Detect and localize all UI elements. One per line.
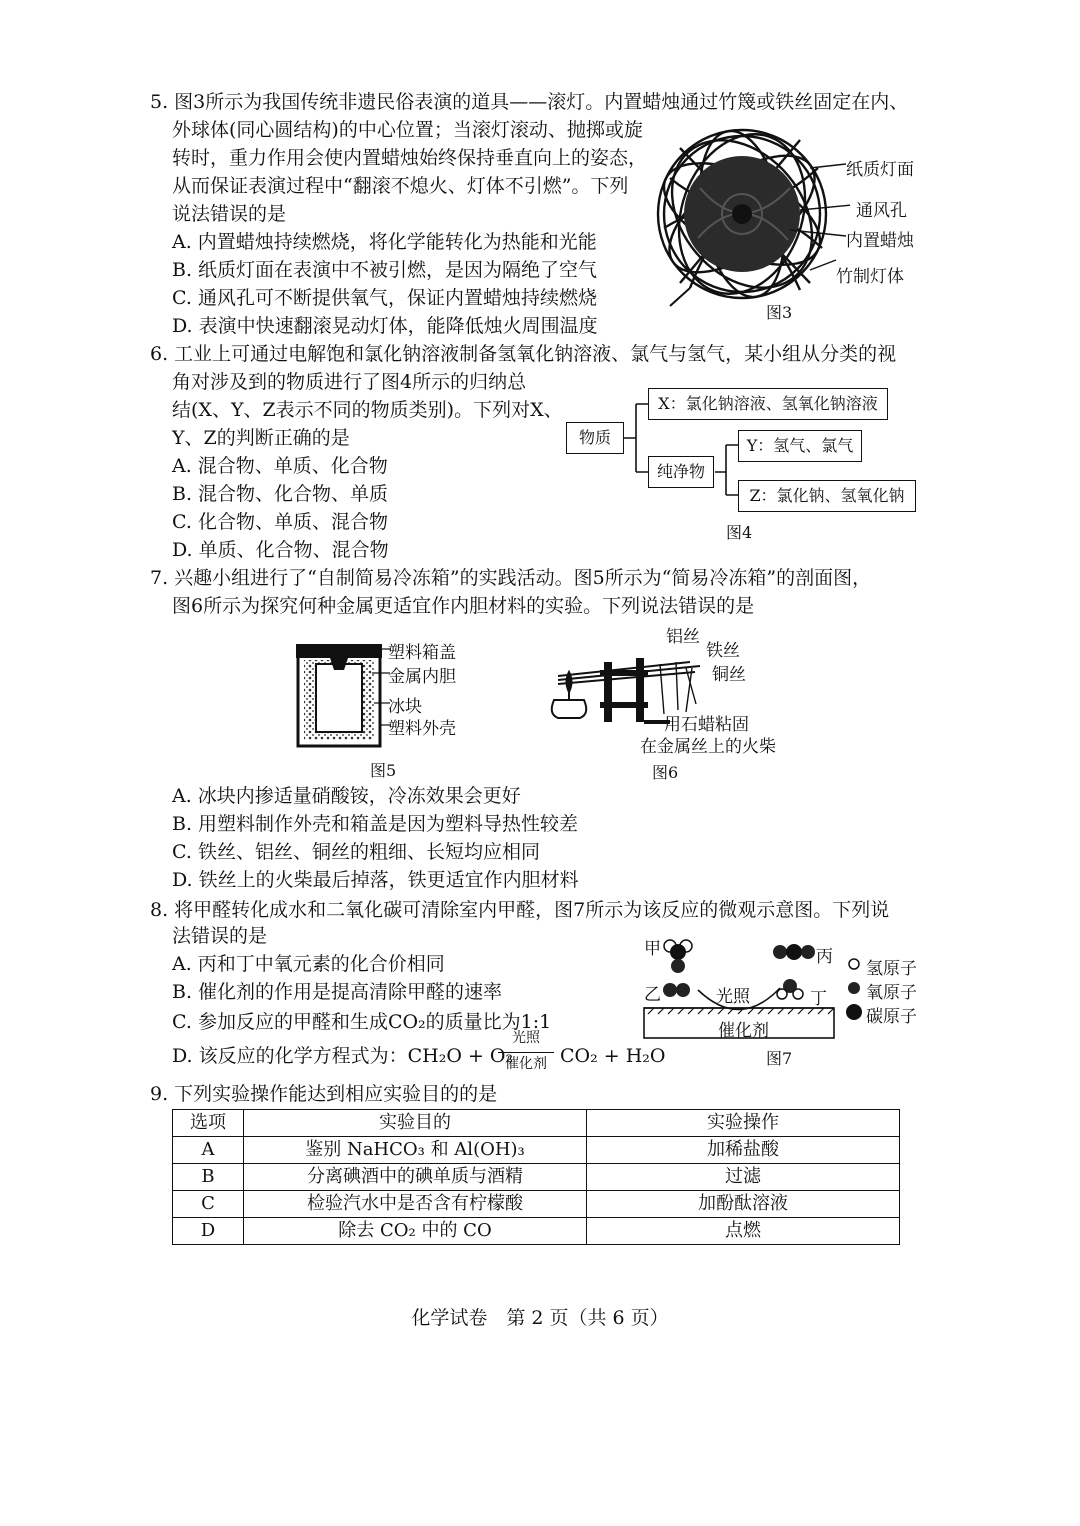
q6-stem-line-2: 角对涉及到的物质进行了图4所示的归纳总 [172, 371, 527, 393]
fig5-label-inner-liner: 金属内胆 [388, 667, 456, 687]
fig4-pure-substance-box: 纯净物 [648, 456, 714, 488]
fig7-label-bing: 丙 [816, 947, 833, 967]
fig6-label-aluminum-wire: 铝丝 [666, 627, 700, 647]
q6-stem-line-4: Y、Z的判断正确的是 [172, 427, 350, 449]
table-row [173, 1164, 900, 1191]
fig4-z-box: Z：氯化钠、氢氧化钠 [738, 480, 916, 512]
fig4-root-box: 物质 [566, 422, 624, 454]
q7-option-c: C. 铁丝、铝丝、铜丝的粗细、长短均应相同 [172, 841, 540, 863]
table-cell: 检验汽水中是否含有柠檬酸 [244, 1191, 587, 1218]
q6-stem-line-1: 6. 工业上可通过电解饱和氯化钠溶液制备氢氧化钠溶液、氯气与氢气，某小组从分类的视 [150, 343, 897, 365]
figure-5-caption: 图5 [370, 761, 397, 780]
q8-option-a: A. 丙和丁中氧元素的化合价相同 [172, 953, 445, 975]
fig5-label-outer-shell: 塑料外壳 [388, 719, 456, 739]
q8-option-d-prefix: D. 该反应的化学方程式为：CH₂O + O₂ [172, 1045, 514, 1067]
fig6-label-copper-wire: 铜丝 [712, 665, 746, 685]
q8-eqn-condition-above: 光照 [512, 1030, 540, 1046]
q5-option-a: A. 内置蜡烛持续燃烧，将化学能转化为热能和光能 [172, 231, 597, 253]
table-cell: D [173, 1218, 244, 1245]
table-header-cell: 选项 [173, 1110, 244, 1137]
q7-stem-line-1: 7. 兴趣小组进行了“自制简易冷冻箱”的实践活动。图5所示为“简易冷冻箱”的剖面图， [150, 567, 872, 589]
fig6-label-wax-fixed: 用石蜡粘固 [664, 715, 749, 735]
table-header-cell: 实验目的 [244, 1110, 587, 1137]
fig5-label-ice: 冰块 [388, 697, 422, 717]
table-cell: A [173, 1137, 244, 1164]
q6-option-c: C. 化合物、单质、混合物 [172, 511, 388, 533]
table-cell: 鉴别 NaHCO₃ 和 Al(OH)₃ [244, 1137, 587, 1164]
q6-option-d: D. 单质、化合物、混合物 [172, 539, 389, 561]
figure-3-leader-lines [780, 150, 850, 280]
q5-option-d: D. 表演中快速翻滚晃动灯体，能降低烛火周围温度 [172, 315, 598, 337]
fig7-label-light: 光照 [716, 987, 750, 1007]
fig4-y-box: Y：氢气、氯气 [738, 430, 862, 462]
q9-stem: 9. 下列实验操作能达到相应实验目的的是 [150, 1083, 498, 1105]
q5-stem-line-4: 从而保证表演过程中“翻滚不熄火、灯体不引燃”。下列 [172, 175, 629, 197]
q8-eqn-arrow-line [498, 1052, 554, 1053]
table-cell: C [173, 1191, 244, 1218]
fig3-label-paper-shade: 纸质灯面 [846, 160, 914, 180]
q8-eqn-condition-below: 催化剂 [505, 1056, 547, 1072]
q7-option-d: D. 铁丝上的火柴最后掉落，铁更适宜作内胆材料 [172, 869, 579, 891]
q5-option-b: B. 纸质灯面在表演中不被引燃，是因为隔绝了空气 [172, 259, 598, 281]
fig4-x-box: X：氯化钠溶液、氢氧化钠溶液 [648, 388, 888, 420]
figure-7-caption: 图7 [766, 1049, 793, 1068]
q7-option-b: B. 用塑料制作外壳和箱盖是因为塑料导热性较差 [172, 813, 579, 835]
q5-stem-line-2: 外球体(同心圆结构)的中心位置；当滚灯滚动、抛掷或旋 [172, 119, 643, 141]
q8-stem-line-2: 法错误的是 [172, 925, 268, 947]
fig7-legend-markers [844, 954, 866, 1024]
page-footer: 化学试卷 第 2 页（共 6 页） [411, 1307, 669, 1329]
q5-stem-line-3: 转时，重力作用会使内置蜡烛始终保持垂直向上的姿态， [172, 147, 648, 169]
fig3-label-vent-hole: 通风孔 [856, 201, 907, 221]
fig7-legend-carbon: 碳原子 [866, 1007, 917, 1027]
q7-stem-line-2: 图6所示为探究何种金属更适宜作内胆材料的实验。下列说法错误的是 [172, 595, 755, 617]
table-row [173, 1137, 900, 1164]
table-cell: 过滤 [587, 1164, 900, 1191]
fig6-label-iron-wire: 铁丝 [706, 641, 740, 661]
q6-stem-line-3: 结(X、Y、Z表示不同的物质类别)。下列对X、 [172, 399, 563, 421]
fig6-label-matches-on-wire: 在金属丝上的火柴 [640, 737, 776, 757]
fig7-label-jia: 甲 [644, 939, 661, 959]
fig3-label-candle: 内置蜡烛 [846, 231, 914, 251]
fig7-label-ding: 丁 [810, 989, 827, 1009]
figure-3-caption: 图3 [766, 303, 793, 322]
table-header-cell: 实验操作 [587, 1110, 900, 1137]
q6-option-a: A. 混合物、单质、化合物 [172, 455, 388, 477]
q8-option-d-suffix: CO₂ + H₂O [560, 1045, 666, 1067]
table-cell: 除去 CO₂ 中的 CO [244, 1218, 587, 1245]
fig5-label-lid: 塑料箱盖 [388, 643, 456, 663]
table-cell: B [173, 1164, 244, 1191]
table-header-row [173, 1110, 900, 1137]
fig7-label-catalyst: 催化剂 [718, 1021, 769, 1041]
table-row [173, 1218, 900, 1245]
q5-stem-line-5: 说法错误的是 [172, 203, 287, 225]
q5-stem-line-1: 5. 图3所示为我国传统非遗民俗表演的道具——滚灯。内置蜡烛通过竹篾或铁丝固定在内、 [150, 91, 909, 113]
q6-option-b: B. 混合物、化合物、单质 [172, 483, 389, 505]
q8-option-c: C. 参加反应的甲醛和生成CO₂的质量比为1:1 [172, 1011, 552, 1033]
q5-option-c: C. 通风孔可不断提供氧气，保证内置蜡烛持续燃烧 [172, 287, 597, 309]
q7-option-a: A. 冰块内掺适量硝酸铵，冷冻效果会更好 [172, 785, 521, 807]
table-row [173, 1191, 900, 1218]
fig7-legend-oxygen: 氧原子 [866, 983, 917, 1003]
table-cell: 加稀盐酸 [587, 1137, 900, 1164]
table-cell: 加酚酞溶液 [587, 1191, 900, 1218]
figure-6-caption: 图6 [652, 763, 679, 782]
q8-option-b: B. 催化剂的作用是提高清除甲醛的速率 [172, 981, 503, 1003]
q9-table [172, 1109, 900, 1245]
q8-stem-line-1: 8. 将甲醛转化成水和二氧化碳可清除室内甲醛，图7所示为该反应的微观示意图。下列说 [150, 899, 890, 921]
figure-4-caption: 图4 [726, 523, 753, 542]
fig3-label-bamboo-frame: 竹制灯体 [836, 267, 904, 287]
table-cell: 分离碘酒中的碘单质与酒精 [244, 1164, 587, 1191]
fig7-label-yi: 乙 [644, 985, 661, 1005]
table-cell: 点燃 [587, 1218, 900, 1245]
figure-5-leader-lines [370, 645, 390, 735]
fig7-legend-hydrogen: 氢原子 [866, 959, 917, 979]
